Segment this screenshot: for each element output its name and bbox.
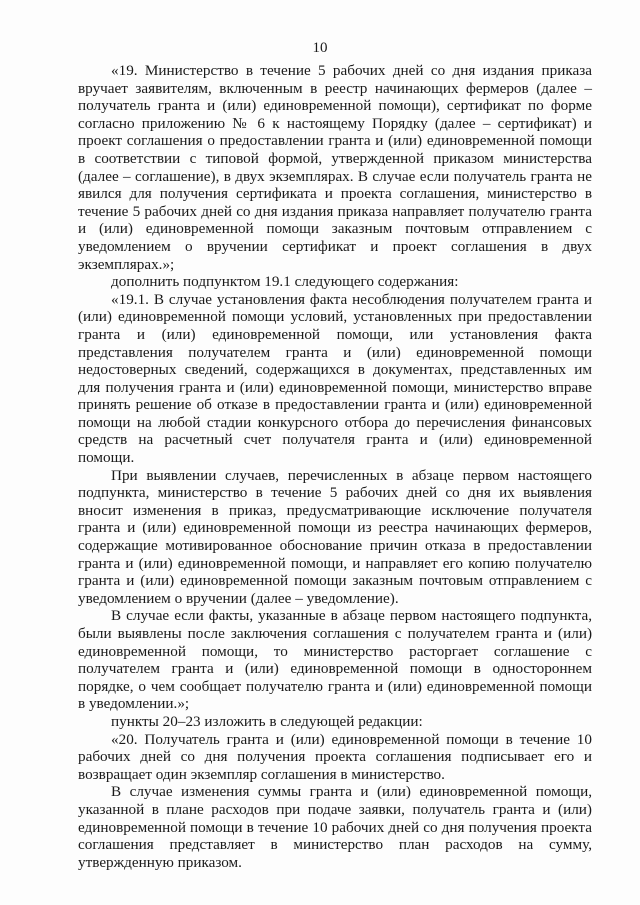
paragraph: «20. Получатель гранта и (или) единовременной помощи в течение 10 рабочих дней со дня получения проекта соглашения подписывает его и возвращает один экземпляр соглашения в министерство. bbox=[78, 730, 592, 783]
paragraph: пункты 20–23 изложить в следующей редакции: bbox=[111, 712, 423, 730]
page-number: 10 bbox=[312, 40, 328, 56]
document-body bbox=[78, 62, 592, 871]
paragraph: дополнить подпунктом 19.1 следующего содержания: bbox=[111, 273, 459, 291]
paragraph: При выявлении случаев, перечисленных в абзаце первом настоящего подпункта, министерство в течение 5 рабочих дней со дня их выявления вносит изменения в приказ, предусматривающие исключение получателя гранта и (или) единовременной помощи из реестра начинающих фермеров, содержащие мотивированное обоснование причин отказа в предоставлении гранта и (или) единовременной помощи, и направляет его копию получателю гранта и (или) единовременной помощи заказным почтовым отправлением с уведомлением о вручении (далее – уведомление). bbox=[78, 466, 592, 607]
paragraph: В случае изменения суммы гранта и (или) единовременной помощи, указанной в плане расходов при подаче заявки, получатель гранта и (или) единовременной помощи в течение 10 рабочих дней со дня получения проекта соглашения представляет в министерство план расходов на сумму, утвержденную приказом. bbox=[78, 783, 592, 871]
paragraph: В случае если факты, указанные в абзаце первом настоящего подпункта, были выявлены после заключения соглашения с получателем гранта и (или) единовременной помощи, то министерство расторгает соглашение с получателем гранта и (или) единовременной помощи в одностороннем порядке, о чем сообщает получателю гранта и (или) единовременной помощи в уведомлении.»; bbox=[78, 607, 592, 713]
paragraph: «19. Министерство в течение 5 рабочих дней со дня издания приказа вручает заявителям, включенным в реестр начинающих фермеров (далее – получатель гранта и (или) единовременной помощи), сертификат по форме согласно приложению № 6 к настоящему Порядку (далее – сертификат) и проект соглашения о предоставлении гранта и (или) единовременной помощи в соответствии с типовой формой, утвержденной приказом министерства (далее – соглашение), в двух экземплярах. В случае если получатель гранта не явился для получения сертификата и проекта соглашения, министерство в течение 5 рабочих дней со дня издания приказа направляет получателю гранта и (или) единовременной помощи заказным почтовым отправлением с уведомлением о вручении сертификат и проект соглашения в двух экземплярах.»; bbox=[78, 62, 592, 273]
paragraph: «19.1. В случае установления факта несоблюдения получателем гранта и (или) единовременной помощи условий, установленных при предоставлении гранта и (или) единовременной помощи, или установления факта представления получателем гранта и (или) единовременной помощи недостоверных сведений, содержащихся в документах, представленных им для получения гранта и (или) единовременной помощи, министерство вправе принять решение об отказе в предоставлении гранта и (или) единовременной помощи на любой стадии конкурсного отбора до перечисления финансовых средств на расчетный счет получателя гранта и (или) единовременной помощи. bbox=[78, 290, 592, 467]
